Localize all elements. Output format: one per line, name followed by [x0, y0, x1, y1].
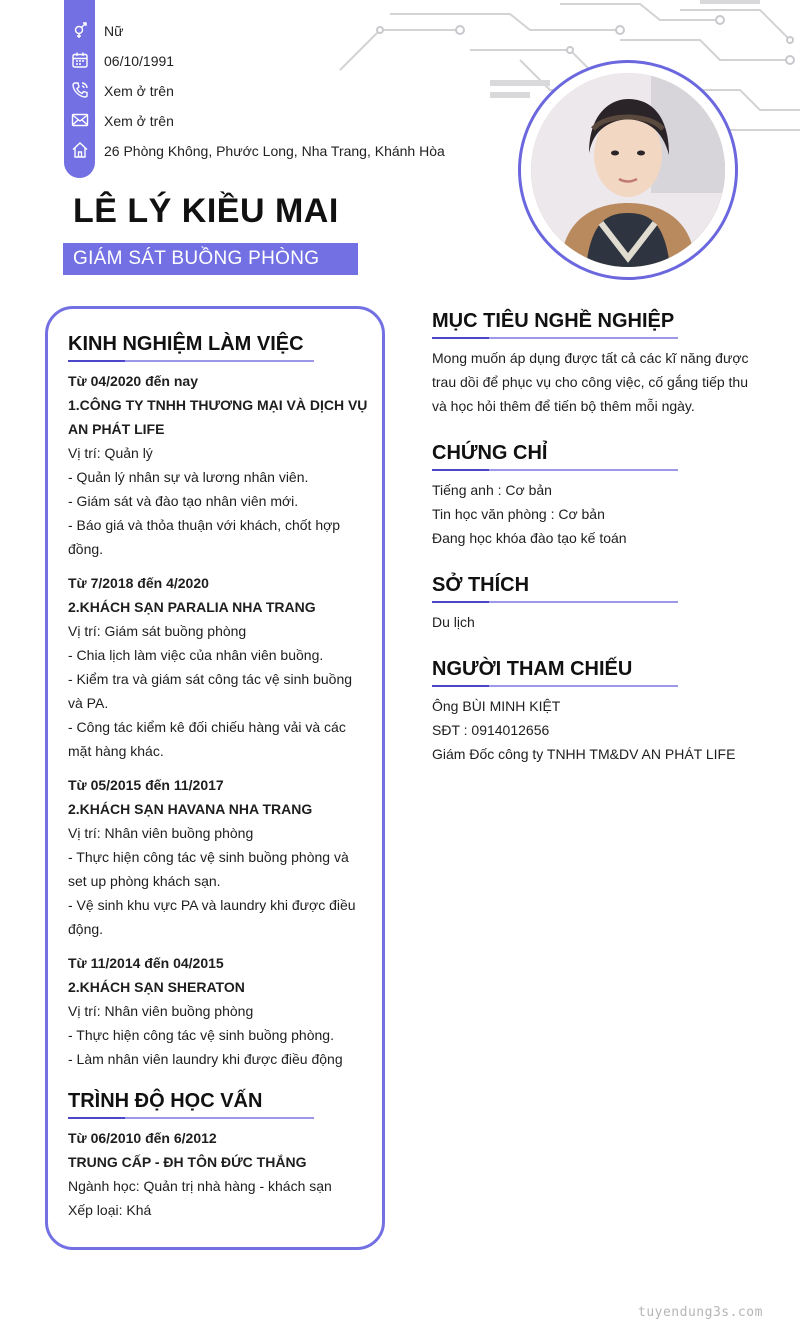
- objective-line: trau dồi để phục vụ cho công việc, cố gắng tiếp thu: [432, 374, 748, 390]
- job-period: Từ 11/2014 đến 04/2015: [68, 955, 224, 971]
- education-major: Ngành học: Quản trị nhà hàng - khách sạn: [68, 1178, 332, 1194]
- phone-icon: [70, 80, 89, 99]
- references-list: [432, 694, 772, 766]
- reference-line: Giám Đốc công ty TNHH TM&DV AN PHÁT LIFE: [432, 746, 736, 762]
- hobbies-heading: SỞ THÍCH: [432, 574, 530, 596]
- job-line: - Quản lý nhân sự và lương nhân viên.: [68, 469, 309, 485]
- job-line: Vị trí: Quản lý: [68, 445, 153, 461]
- job-company: 2.KHÁCH SẠN HAVANA NHA TRANG: [68, 801, 313, 817]
- education-rank: Xếp loại: Khá: [68, 1202, 152, 1218]
- certificates-heading: CHỨNG CHỈ: [432, 442, 548, 464]
- experience-item: [68, 571, 362, 763]
- job-period: Từ 04/2020 đến nay: [68, 373, 198, 389]
- hobbies-underline: [432, 601, 678, 603]
- hobbies-list: [432, 610, 752, 634]
- job-company: 1.CÔNG TY TNHH THƯƠNG MẠI VÀ DỊCH VỤ: [68, 397, 368, 413]
- experience-item: [68, 369, 368, 561]
- job-company: 2.KHÁCH SẠN PARALIA NHA TRANG: [68, 599, 316, 615]
- education-block: [68, 1126, 362, 1222]
- job-line: - Giám sát và đào tạo nhân viên mới.: [68, 493, 299, 509]
- email-icon: [70, 110, 89, 129]
- education-underline: [68, 1117, 314, 1119]
- experience-heading: KINH NGHIỆM LÀM VIỆC: [68, 333, 304, 355]
- certificates-list: [432, 478, 752, 550]
- experience-item: [68, 951, 362, 1071]
- job-line: và PA.: [68, 695, 109, 711]
- calendar-icon: [70, 50, 89, 69]
- watermark: tuyendung3s.com: [638, 1305, 763, 1320]
- gender-text: Nữ: [104, 23, 124, 39]
- experience-underline: [68, 360, 314, 362]
- education-school: TRUNG CẤP - ĐH TÔN ĐỨC THẮNG: [68, 1154, 307, 1170]
- job-line: - Vệ sinh khu vực PA và laundry khi được điều: [68, 897, 356, 913]
- job-line: - Làm nhân viên laundry khi được điều động: [68, 1051, 343, 1067]
- certificate-item: Tiếng anh : Cơ bản: [432, 482, 552, 498]
- job-line: Vị trí: Nhân viên buồng phòng: [68, 825, 254, 841]
- job-company: 2.KHÁCH SẠN SHERATON: [68, 979, 245, 995]
- references-heading: NGƯỜI THAM CHIẾU: [432, 658, 633, 680]
- reference-line: Ông BÙI MINH KIỆT: [432, 698, 561, 714]
- job-company: AN PHÁT LIFE: [68, 421, 165, 437]
- phone-text: Xem ở trên: [104, 83, 174, 99]
- job-line: mặt hàng khác.: [68, 743, 164, 759]
- objective-underline: [432, 337, 678, 339]
- job-title-text: GIÁM SÁT BUỒNG PHÒNG: [73, 248, 320, 269]
- email-text: Xem ở trên: [104, 113, 174, 129]
- job-line: - Báo giá và thỏa thuận với khách, chốt hợp: [68, 517, 341, 533]
- candidate-name: LÊ LÝ KIỀU MAI: [73, 192, 339, 230]
- education-heading: TRÌNH ĐỘ HỌC VẤN: [68, 1090, 263, 1112]
- job-line: - Thực hiện công tác vệ sinh buồng phòng.: [68, 1027, 334, 1043]
- job-period: Từ 7/2018 đến 4/2020: [68, 575, 209, 591]
- job-line: - Thực hiện công tác vệ sinh buồng phòng và: [68, 849, 349, 865]
- job-line: động.: [68, 921, 104, 937]
- job-line: set up phòng khách sạn.: [68, 873, 221, 889]
- hobby-item: Du lịch: [432, 614, 475, 630]
- birthday-text: 06/10/1991: [104, 53, 175, 69]
- references-underline: [432, 685, 678, 687]
- job-period: Từ 05/2015 đến 11/2017: [68, 777, 224, 793]
- reference-line: SĐT : 0914012656: [432, 722, 550, 738]
- objective-heading: MỤC TIÊU NGHỀ NGHIỆP: [432, 310, 675, 332]
- job-line: - Công tác kiểm kê đối chiếu hàng vải và các: [68, 719, 346, 735]
- avatar: [531, 73, 725, 267]
- job-line: Vị trí: Nhân viên buồng phòng: [68, 1003, 254, 1019]
- objective-line: Mong muốn áp dụng được tất cả các kĩ năng được: [432, 350, 749, 366]
- education-period: Từ 06/2010 đến 6/2012: [68, 1130, 217, 1146]
- job-title-banner: [63, 243, 358, 275]
- certificates-underline: [432, 469, 678, 471]
- experience-item: [68, 773, 362, 941]
- job-line: - Kiểm tra và giám sát công tác vệ sinh buồng: [68, 671, 353, 687]
- objective-text: [432, 346, 752, 418]
- home-icon: [70, 140, 89, 159]
- certificate-item: Tin học văn phòng : Cơ bản: [432, 506, 605, 522]
- objective-line: và học hỏi thêm để tiến bộ thêm mỗi ngày.: [432, 398, 695, 414]
- job-line: Vị trí: Giám sát buồng phòng: [68, 623, 247, 639]
- experience-list: [68, 369, 368, 1071]
- certificate-item: Đang học khóa đào tạo kế toán: [432, 530, 627, 546]
- job-line: - Chia lịch làm việc của nhân viên buồng.: [68, 647, 324, 663]
- address-text: 26 Phòng Không, Phước Long, Nha Trang, Khánh Hòa: [104, 143, 445, 159]
- job-line: đồng.: [68, 541, 104, 557]
- gender-icon: [70, 20, 89, 39]
